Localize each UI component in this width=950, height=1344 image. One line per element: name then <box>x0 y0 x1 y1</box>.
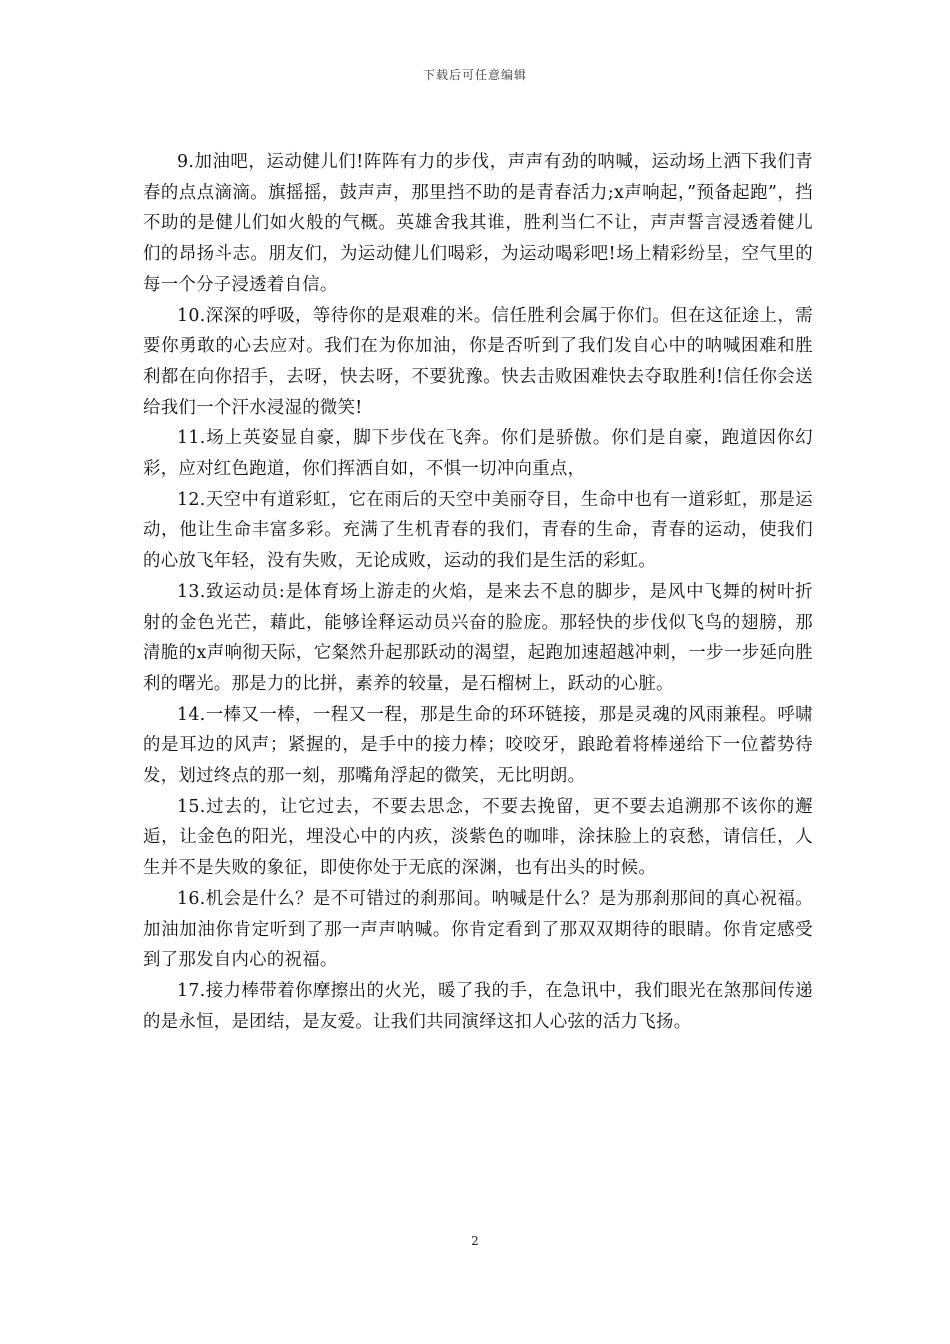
paragraph-14: 14.一棒又一棒，一程又一程，那是生命的环环链接，那是灵魂的风雨兼程。呼啸的是耳边的风声；紧握的，是手中的接力棒；咬咬牙，踉跄着将棒递给下一位蓄势待发，划过终点的那一刻，那嘴角浮起的微笑，无比明朗。 <box>143 704 813 787</box>
paragraph-16: 16.机会是什么？是不可错过的刹那间。呐喊是什么？是为那刹那间的真心祝福。加油加油你肯定听到了那一声声呐喊。你肯定看到了那双双期待的眼睛。你肯定感受到了那发自内心的祝福。 <box>143 888 813 971</box>
paragraph-10: 10.深深的呼吸，等待你的是艰难的米。信任胜利会属于你们。但在这征途上，需要你勇敢的心去应对。我们在为你加油，你是否听到了我们发自心中的呐喊困难和胜利都在向你招手，去呀，快去呀，不要犹豫。快去击败困难快去夺取胜利!信任你会送给我们一个汗水浸湿的微笑! <box>143 305 813 418</box>
document-body <box>143 147 813 1037</box>
paragraph-9: 9.加油吧，运动健儿们!阵阵有力的步伐，声声有劲的呐喊，运动场上洒下我们青春的点点滴滴。旗摇摇，鼓声声，那里挡不助的是青春活力;x声响起，”预备起跑”，挡不助的是健儿们如火般的气概。英雄舍我其谁，胜利当仁不让，声声誓言浸透着健儿们的昂扬斗志。朋友们，为运动健儿们喝彩，为运动喝彩吧!场上精彩纷呈，空气里的每一个分子浸透着自信。 <box>143 152 813 295</box>
page-header-note: 下载后可任意编辑 <box>422 68 527 82</box>
page-number: 2 <box>471 1234 479 1248</box>
paragraph-15: 15.过去的，让它过去，不要去思念，不要去挽留，更不要去追溯那不该你的邂逅，让金色的阳光，埋没心中的内疚，淡紫色的咖啡，涂抹脸上的哀愁，请信任，人生并不是失败的象征，即使你处于无底的深渊，也有出头的时候。 <box>143 796 813 879</box>
paragraph-12: 12.天空中有道彩虹，它在雨后的天空中美丽夺目，生命中也有一道彩虹，那是运动，他让生命丰富多彩。充满了生机青春的我们，青春的生命，青春的运动，使我们的心放飞年轻，没有失败，无论成败，运动的我们是生活的彩虹。 <box>143 489 813 572</box>
paragraph-13: 13.致运动员:是体育场上游走的火焰，是来去不息的脚步，是风中飞舞的树叶折射的金色光芒，藉此，能够诠释运动员兴奋的脸庞。那轻快的步伐似飞鸟的翅膀，那清脆的x声响彻天际，它粲然升起那跃动的渴望，起跑加速超越冲刺，一步一步延向胜利的曙光。那是力的比拼，素养的较量，是石榴树上，跃动的心脏。 <box>143 581 813 694</box>
paragraph-11: 11.场上英姿显自豪，脚下步伐在飞奔。你们是骄傲。你们是自豪，跑道因你幻彩，应对红色跑道，你们挥洒自如，不惧一切冲向重点， <box>143 428 813 480</box>
paragraph-17: 17.接力棒带着你摩擦出的火光，暖了我的手，在急讯中，我们眼光在煞那间传递的是永恒，是团结，是友爱。让我们共同演绎这扣人心弦的活力飞扬。 <box>143 980 813 1032</box>
